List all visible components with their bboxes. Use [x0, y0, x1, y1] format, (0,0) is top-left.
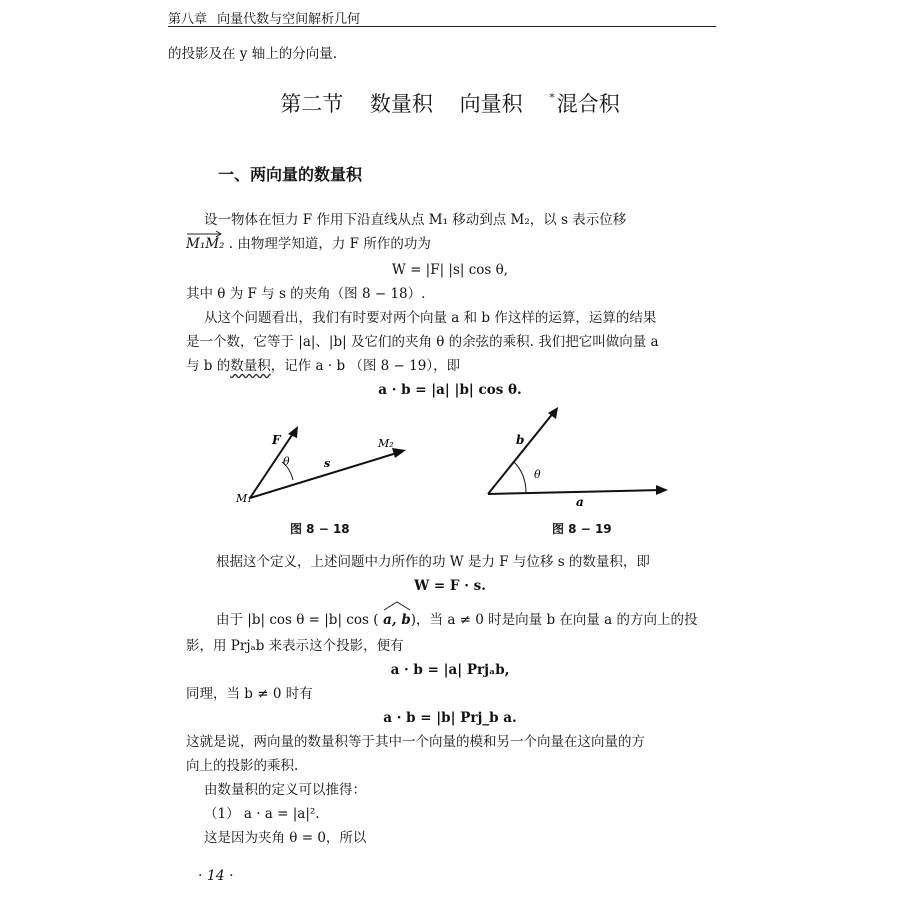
text-line-18: 向上的投影的乘积. — [186, 758, 299, 774]
label-M2: M₂ — [378, 437, 394, 450]
vector-arrow-overline — [186, 230, 224, 238]
text-line-2: 设一物体在恒力 F 作用下沿直线从点 M₁ 移动到点 M₂，以 s 表示位移 — [204, 212, 627, 228]
page-number: · 14 · — [198, 868, 234, 884]
projection-formula-a: a · b = |a| Prjₐb, — [390, 662, 510, 678]
projection-formula-b: a · b = |b| Prj_b a. — [383, 710, 517, 726]
text-line-15: 同理，当 b ≠ 0 时有 — [186, 686, 313, 702]
running-header — [168, 8, 366, 27]
label-F: F — [272, 433, 281, 447]
property-1: （1） a · a = |a|². — [204, 806, 320, 822]
arrowhead-F — [288, 426, 298, 438]
text-line-1: 的投影及在 y 轴上的分向量. — [168, 46, 338, 62]
angle-arc — [514, 462, 526, 493]
label-a: a — [576, 495, 584, 506]
vector-m1m2: M₁M₂ — [186, 236, 229, 252]
figure-8-18 — [228, 410, 418, 510]
label-M1: M₁ — [236, 492, 252, 505]
vector-b — [488, 412, 554, 494]
chapter-title: 向量代数与空间解析几何 — [217, 12, 361, 27]
caption-fig-8-18: 图 8 − 18 — [290, 522, 350, 536]
section-number: 第二节 — [280, 92, 344, 116]
chapter-label: 第八章 — [168, 12, 208, 27]
term-dot-product: 数量积 — [230, 358, 271, 374]
text-line-3 — [186, 234, 431, 254]
work-dot-formula: W = F · s. — [414, 578, 486, 594]
optional-star: * — [549, 91, 555, 104]
work-formula: W = |F| |s| cos θ, — [391, 262, 509, 278]
section-title-mixed-product: *混合积 — [549, 91, 620, 116]
text-line-12: 由于 |b| cos θ = |b| cos ( a, b)，当 a ≠ 0 时是向量 b 在向量 a 的方向上的投 — [216, 610, 698, 630]
label-theta: θ — [283, 455, 290, 468]
angle-a-b: a, b — [378, 612, 410, 628]
header-rule — [168, 26, 716, 27]
section-title-cross-product: 向量积 — [459, 92, 523, 116]
section-title — [0, 88, 900, 118]
text-line-10: 根据这个定义，上述问题中力所作的功 W 是力 F 与位移 s 的数量积，即 — [216, 554, 650, 570]
label-b: b — [516, 433, 525, 447]
text-line-8: 与 b 的数量积，记作 a · b （图 8 − 19），即 — [186, 358, 461, 374]
label-s: s — [324, 457, 331, 470]
figure-8-19 — [478, 402, 678, 506]
text-line-13: 影，用 Prjₐb 来表示这个投影，便有 — [186, 638, 404, 654]
text-line-5: 其中 θ 为 F 与 s 的夹角（图 8 − 18）. — [186, 286, 426, 302]
vector-a — [488, 490, 662, 494]
text-line-3-rest: . 由物理学知道，力 F 所作的功为 — [228, 236, 431, 252]
angle-hat — [382, 600, 412, 612]
text-line-21: 这是因为夹角 θ = 0，所以 — [204, 830, 367, 846]
label-theta: θ — [534, 468, 541, 481]
text-line-17: 这就是说，两向量的数量积等于其中一个向量的模和另一个向量在这向量的方 — [186, 734, 645, 750]
arrowhead-a — [656, 485, 668, 495]
text-line-19: 由数量积的定义可以推得： — [204, 782, 366, 798]
caption-fig-8-19: 图 8 − 19 — [552, 522, 612, 536]
arrowhead-s — [392, 448, 406, 458]
text-line-7: 是一个数，它等于 |a|、|b| 及它们的夹角 θ 的余弦的乘积. 我们把它叫做向量 a — [186, 334, 659, 350]
text-line-6: 从这个问题看出，我们有时要对两个向量 a 和 b 作这样的运算，运算的结果 — [204, 310, 657, 326]
dot-product-formula: a · b = |a| |b| cos θ. — [378, 382, 522, 398]
subsection-title: 一、两向量的数量积 — [218, 165, 363, 184]
section-title-dot-product: 数量积 — [369, 92, 433, 116]
